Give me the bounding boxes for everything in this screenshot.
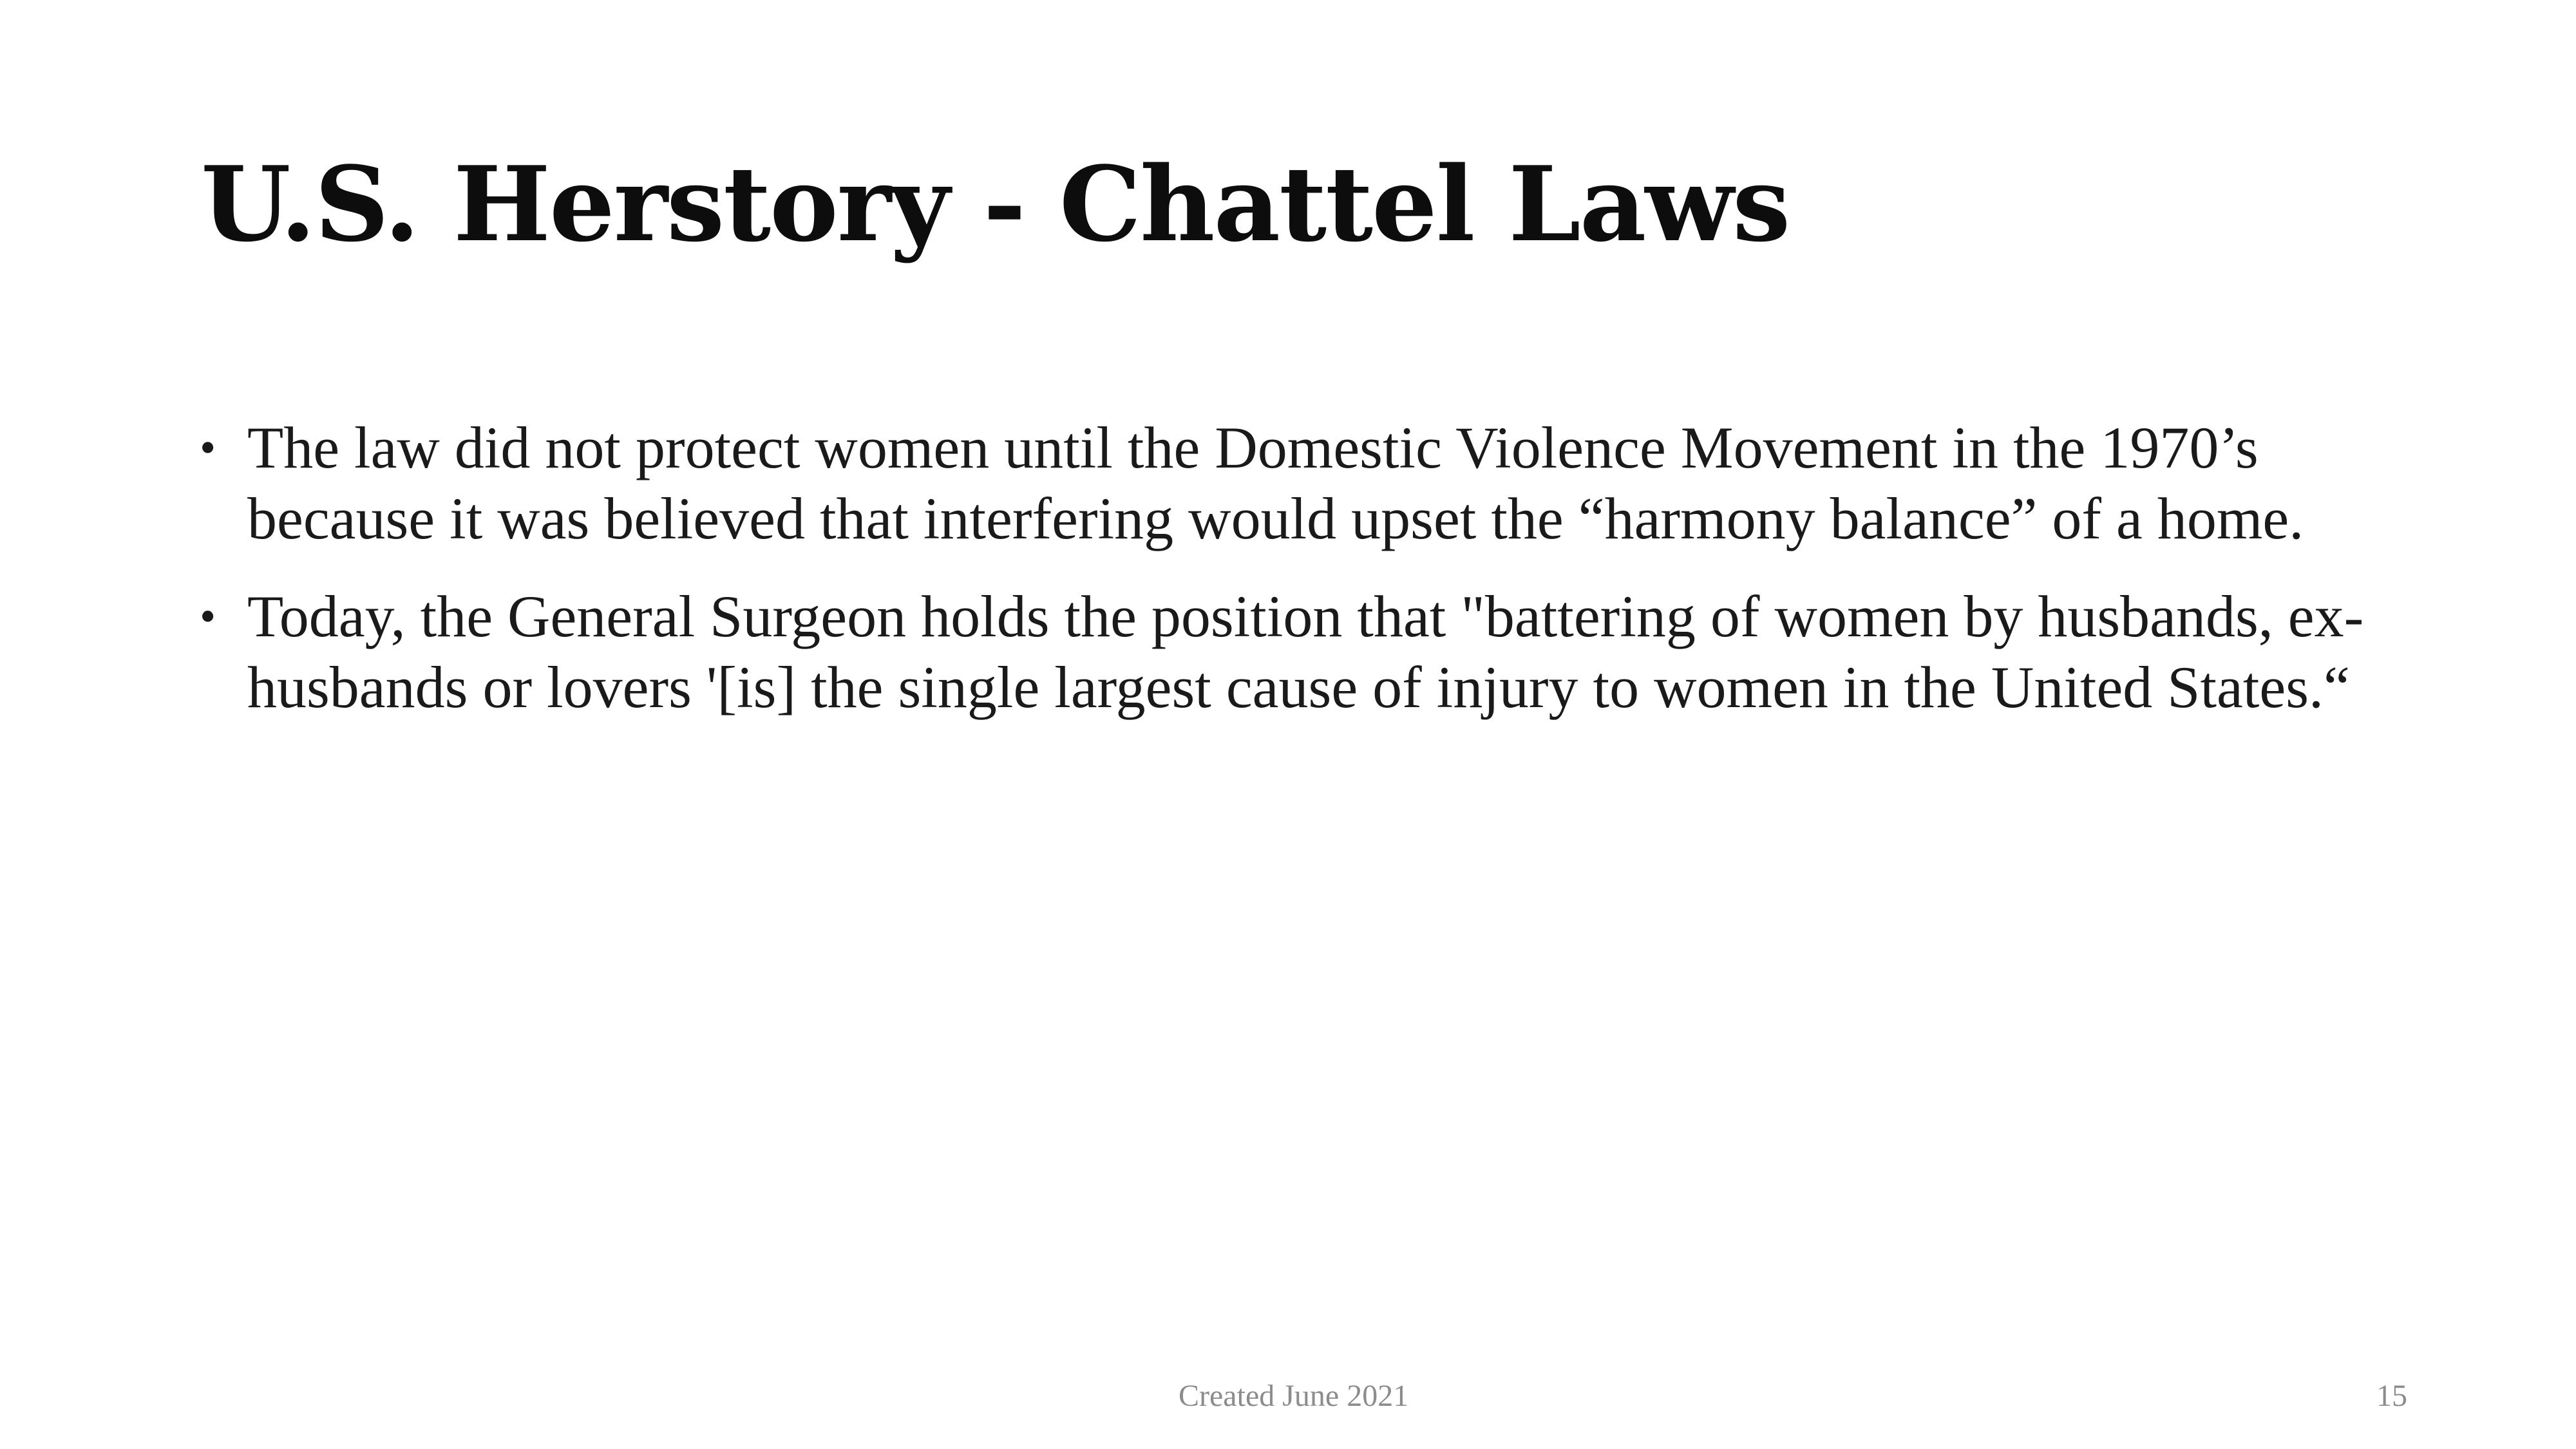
footer-text: Created June 2021 (1179, 1379, 1409, 1413)
bullet-text: Today, the General Surgeon holds the position that "battering of women by husbands, ex-husbands or lovers '[is] the single largest cause of injury to women in the United States.“ (247, 583, 2364, 720)
slide-title: U.S. Herstory - Chattel Laws (201, 144, 1790, 265)
bullet-item (193, 581, 2409, 723)
bullet-marker: • (200, 591, 216, 642)
bullet-item (193, 412, 2409, 554)
slide-content (193, 412, 2409, 750)
bullet-marker: • (200, 422, 216, 473)
bullet-text: The law did not protect women until the Domestic Violence Movement in the 1970’s because it was believed that interfering would upset the “harmony balance” of a home. (247, 415, 2304, 551)
page-number: 15 (2376, 1379, 2407, 1413)
bullet-list (193, 412, 2409, 723)
